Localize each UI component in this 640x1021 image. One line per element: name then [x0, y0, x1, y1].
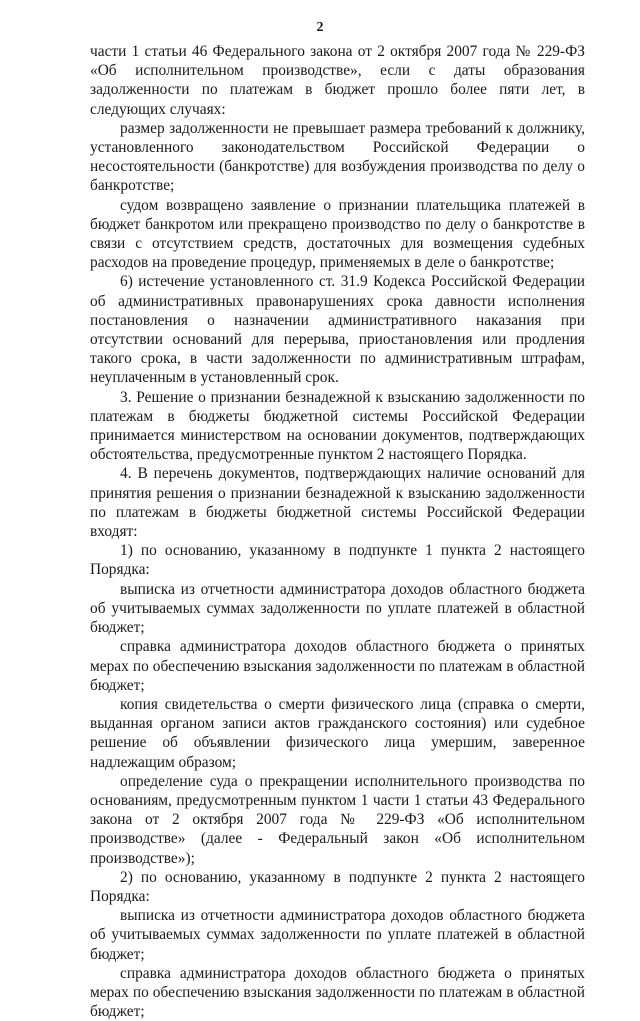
paragraph-measures-note-2: справка администратора доходов областного бюджета о принятых мерах по обеспечению взыскания задолженности по платежам в областной бюджет;: [90, 964, 585, 1021]
paragraph-section-3: 3. Решение о признании безнадежной к взысканию задолженности по платежам в бюджеты бюджетной системы Российской Федерации принимается министерством на основании документов, подтверждающих обстоятельства, предусмотренные пунктом 2 настоящего Порядка.: [90, 388, 585, 464]
paragraph-court-ruling: определение суда о прекращении исполнительного производства по основаниям, предусмотренным пунктом 1 части 1 статьи 43 Федерального закона от 2 октября 2007 года № 229-ФЗ «Об исполнительном производстве» (далее - Федеральный закон «Об исполнительном производстве»);: [90, 772, 585, 867]
paragraph-subitem-1: 1) по основанию, указанному в подпункте 1 пункта 2 настоящего Порядка:: [90, 542, 585, 579]
paragraph-subitem-2: 2) по основанию, указанному в подпункте 2 пункта 2 настоящего Порядка:: [90, 868, 585, 905]
paragraph-item-6: 6) истечение установленного ст. 31.9 Кодекса Российской Федерации об административных правонарушениях срока давности исполнения постановления о назначении административного наказания при отсутствии оснований для перерыва, приостановления или продления такого срока, в части задолженности по административным штрафам, неуплаченным в установленный срок.: [90, 273, 585, 387]
paragraph-report-extract-1: выписка из отчетности администратора доходов областного бюджета об учитываемых суммах задолженности по уплате платежей в областной бюджет;: [90, 580, 585, 637]
paragraph-section-4: 4. В перечень документов, подтверждающих наличие оснований для принятия решения о признании безнадежной к взысканию задолженности по платежам в бюджеты бюджетной системы Российской Федерации входят:: [90, 465, 585, 541]
paragraph-death-certificate: копия свидетельства о смерти физического лица (справка о смерти, выданная органом записи актов гражданского состояния) или судебное решение об объявлении физического лица умершим, заверенное надлежащим образом;: [90, 695, 585, 771]
paragraph-continuation: части 1 статьи 46 Федерального закона от 2 октября 2007 года № 229-ФЗ «Об исполнительном производстве», если с даты образования задолженности по платежам в бюджет прошло более пяти лет, в следующих случаях:: [90, 43, 585, 118]
document-body: [90, 42, 585, 1021]
paragraph-report-extract-2: выписка из отчетности администратора доходов областного бюджета об учитываемых суммах задолженности по уплате платежей в областной бюджет;: [90, 907, 585, 963]
paragraph-debt-threshold: размер задолженности не превышает размера требований к должнику, установленного законодательством Российской Федерации о несостоятельности (банкротстве) для возбуждения производства по делу о банкротстве;: [90, 119, 585, 195]
page-number: 2: [316, 20, 324, 35]
paragraph-measures-note-1: справка администратора доходов областного бюджета о принятых мерах по обеспечению взыскания задолженности по платежам в областной бюджет;: [90, 638, 585, 694]
paragraph-court-returned: судом возвращено заявление о признании плательщика платежей в бюджет банкротом или прекращено производство по делу о банкротстве в связи с отсутствием средств, достаточных для возмещения судебных расходов на проведение процедур, применяемых в деле о банкротстве;: [90, 196, 585, 272]
